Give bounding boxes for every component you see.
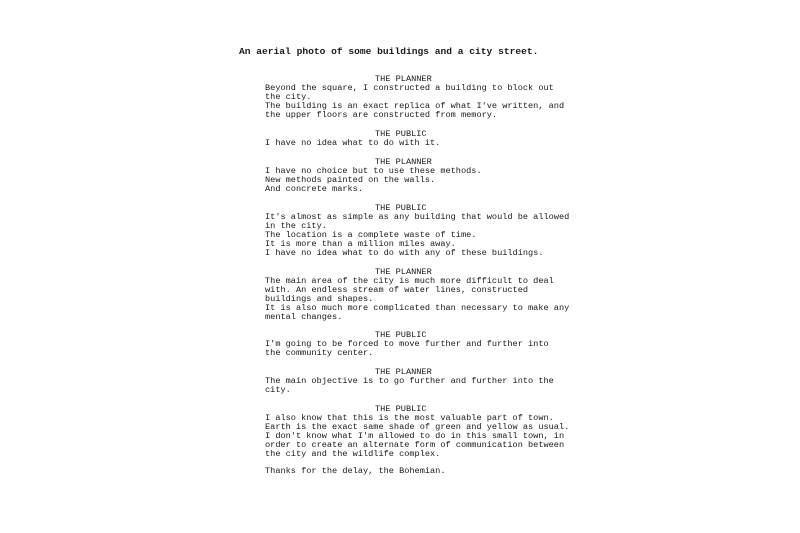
character-name: THE PLANNER [375, 267, 432, 277]
character-name: THE PUBLIC [375, 330, 427, 340]
dialogue-line: the community center. [265, 348, 374, 359]
dialogue-line: The building is an exact replica of what I've written, and [265, 101, 565, 112]
dialogue-block-5 [265, 267, 570, 323]
dialogue-block-4 [265, 203, 570, 259]
dialogue-line: The location is a complete waste of time. [265, 230, 477, 241]
character-name: THE PUBLIC [375, 129, 427, 139]
dialogue-block-3 [265, 158, 565, 194]
dialogue-block-7 [265, 368, 565, 395]
dialogue-line: I'm going to be forced to move further and further into [265, 339, 549, 349]
dialogue-block-6 [265, 331, 565, 358]
character-name: THE PLANNER [375, 157, 432, 167]
dialogue-line: I don't know what I'm allowed to do in this small town, in [265, 431, 565, 442]
dialogue-line: The main area of the city is much more difficult to deal [265, 276, 554, 286]
dialogue-line: with. An endless stream of water lines, constructed [265, 285, 529, 296]
dialogue-line: order to create an alternate form of communication between [265, 440, 565, 451]
character-name: THE PUBLIC [375, 404, 427, 414]
dialogue-line: the city and the wildlife complex. [265, 449, 441, 460]
dialogue-line: city. [265, 385, 291, 396]
dialogue-line: buildings and shapes. [265, 294, 374, 305]
dialogue-line: It is also much more complicated than necessary to make any [265, 303, 570, 314]
dialogue-block-1 [265, 75, 565, 120]
dialogue-block-8 [265, 404, 570, 460]
dialogue-line: the upper floors are constructed from memory. [265, 110, 498, 121]
scene-heading: An aerial photo of some buildings and a city street. [239, 46, 539, 57]
dialogue-line: And concrete marks. [265, 184, 363, 195]
character-name: THE PLANNER [375, 367, 432, 377]
dialogue-line: The main objective is to go further and further into the [265, 376, 554, 386]
dialogue-line: I have no choice but to use these methods. [265, 166, 482, 176]
closing-line: Thanks for the delay, the Bohemian. [265, 466, 446, 476]
dialogue-line: I have no idea what to do with it. [265, 138, 441, 148]
dialogue-line: mental changes. [265, 312, 343, 323]
dialogue-line: It's almost as simple as any building that would be allowed [265, 212, 570, 222]
dialogue-line: Earth is the exact same shade of green and yellow as usual. [265, 422, 570, 433]
character-name: THE PLANNER [375, 74, 432, 84]
dialogue-line: I also know that this is the most valuable part of town. [265, 413, 554, 423]
character-name: THE PUBLIC [375, 203, 427, 213]
dialogue-line: I have no idea what to do with any of these buildings. [265, 248, 544, 259]
dialogue-line: It is more than a million miles away. [265, 239, 456, 250]
dialogue-line: New methods painted on the walls. [265, 175, 436, 186]
dialogue-line: the city. [265, 92, 312, 103]
dialogue-line: Beyond the square, I constructed a building to block out [265, 83, 554, 93]
dialogue-line: in the city. [265, 221, 327, 232]
dialogue-block-2 [265, 130, 565, 148]
